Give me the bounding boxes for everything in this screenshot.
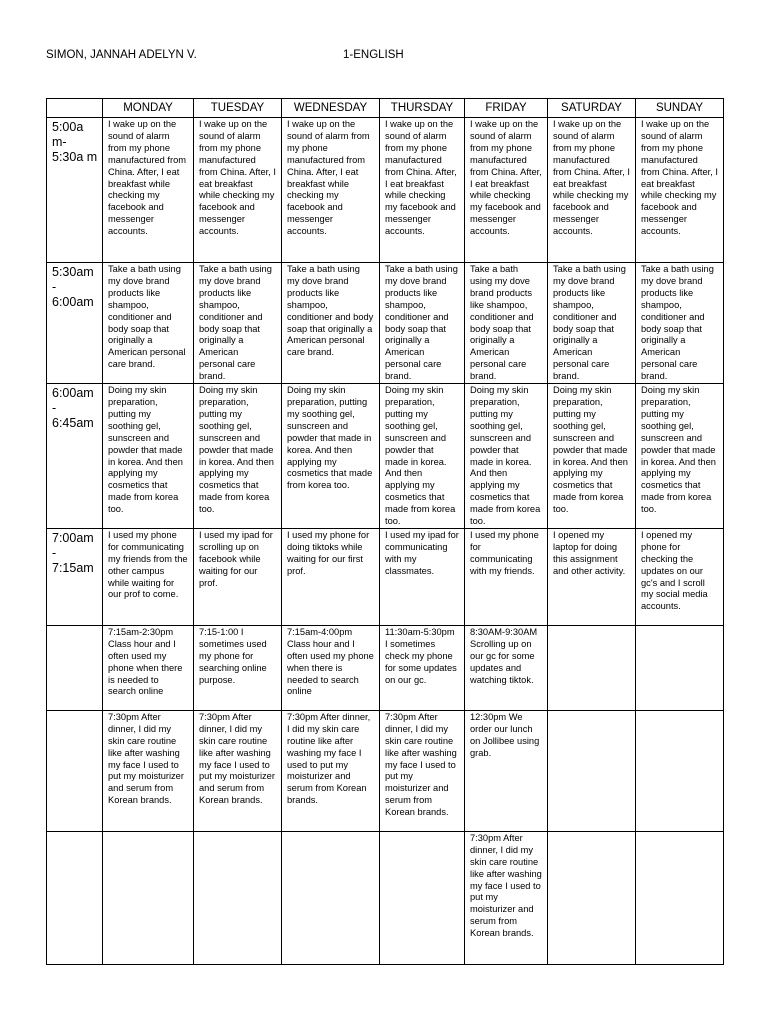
schedule-cell: I used my phone for communicating my friends from the other campus while waiting for our prof to come. [103, 528, 194, 625]
schedule-cell [548, 831, 636, 964]
table-row [47, 263, 724, 384]
schedule-cell: I opened my phone for checking the updates on our gc's and I scroll my social media accounts. [636, 528, 724, 625]
schedule-cell: I opened my laptop for doing this assignment and other activity. [548, 528, 636, 625]
schedule-cell: Take a bath using my dove brand products like shampoo, conditioner and body soap that originally a American personal care brand. [194, 263, 282, 384]
schedule-cell [636, 625, 724, 710]
time-slot: 5:00a m- 5:30a m [47, 118, 103, 263]
table-row [47, 528, 724, 625]
schedule-cell: Doing my skin preparation, putting my soothing gel, sunscreen and powder that made in korea. And then applying my cosmetics that made from korea too. [380, 384, 465, 529]
day-header-saturday: SATURDAY [548, 99, 636, 118]
schedule-cell [282, 831, 380, 964]
schedule-cell: I wake up on the sound of alarm from my phone manufactured from China. After, I eat breakfast while checking my facebook and messenger accounts. [465, 118, 548, 263]
schedule-cell [548, 625, 636, 710]
schedule-cell: Take a bath using my dove brand products like shampoo, conditioner and body soap that originally a American personal care brand. [103, 263, 194, 384]
schedule-cell: Doing my skin preparation, putting my soothing gel, sunscreen and powder that made in korea. And then applying my cosmetics that made from korea too. [465, 384, 548, 529]
schedule-cell: Doing my skin preparation, putting my soothing gel, sunscreen and powder that made in korea. And then applying my cosmetics that made from korea too. [194, 384, 282, 529]
schedule-cell: 7:15-1:00 I sometimes used my phone for searching online purpose. [194, 625, 282, 710]
table-row [47, 384, 724, 529]
schedule-cell: I wake up on the sound of alarm from my phone manufactured from China. After, I eat breakfast while checking my facebook and messenger accounts. [548, 118, 636, 263]
schedule-cell [380, 831, 465, 964]
schedule-cell: I wake up on the sound of alarm from my phone manufactured from China. After, I eat breakfast while checking my facebook and messenger accounts. [636, 118, 724, 263]
time-slot: 7:00am - 7:15am [47, 528, 103, 625]
schedule-cell: Take a bath using my dove brand products like shampoo, conditioner and body soap that originally a American personal care brand. [465, 263, 548, 384]
schedule-cell: Doing my skin preparation, putting my soothing gel, sunscreen and powder that made in korea. And then applying my cosmetics that made from korea too. [282, 384, 380, 529]
time-slot [47, 831, 103, 964]
header-row [47, 99, 724, 118]
schedule-cell: 7:30pm After dinner, I did my skin care routine like after washing my face I used to put my moisturizer and serum from Korean brands. [194, 710, 282, 831]
schedule-cell: Take a bath using my dove brand products like shampoo, conditioner and body soap that originally a American personal care brand. [380, 263, 465, 384]
schedule-cell: I wake up on the sound of alarm from my phone manufactured from China. After, I eat breakfast while checking my facebook and messenger accounts. [282, 118, 380, 263]
schedule-cell: Take a bath using my dove brand products like shampoo, conditioner and body soap that originally a American personal care brand. [548, 263, 636, 384]
schedule-cell: 7:15am-2:30pm Class hour and I often used my phone when there is needed to search online [103, 625, 194, 710]
table-row [47, 710, 724, 831]
day-header-tuesday: TUESDAY [194, 99, 282, 118]
schedule-cell [636, 831, 724, 964]
day-header-wednesday: WEDNESDAY [282, 99, 380, 118]
time-column-header [47, 99, 103, 118]
schedule-cell: Doing my skin preparation, putting my soothing gel, sunscreen and powder that made in korea. And then applying my cosmetics that made from korea too. [103, 384, 194, 529]
schedule-cell: I wake up on the sound of alarm from my phone manufactured from China. After, I eat breakfast while checking my facebook and messenger accounts. [194, 118, 282, 263]
schedule-cell: 7:15am-4:00pm Class hour and I often used my phone when there is needed to search online [282, 625, 380, 710]
schedule-cell: Doing my skin preparation, putting my soothing gel, sunscreen and powder that made in korea. And then applying my cosmetics that made from korea too. [548, 384, 636, 529]
schedule-cell: 12:30pm We order our lunch on Jollibee using grab. [465, 710, 548, 831]
day-header-sunday: SUNDAY [636, 99, 724, 118]
schedule-cell: I used my ipad for communicating with my classmates. [380, 528, 465, 625]
schedule-cell: I used my phone for doing tiktoks while waiting for our first prof. [282, 528, 380, 625]
schedule-cell: I wake up on the sound of alarm from my phone manufactured from China. After, I eat breakfast while checking my facebook and messenger accounts. [380, 118, 465, 263]
schedule-cell: Take a bath using my dove brand products like shampoo, conditioner and body soap that originally a American personal care brand. [636, 263, 724, 384]
schedule-cell: Take a bath using my dove brand products like shampoo, conditioner and body soap that originally a American personal care brand. [282, 263, 380, 384]
schedule-cell: Doing my skin preparation, putting my soothing gel, sunscreen and powder that made in korea. And then applying my cosmetics that made from korea too. [636, 384, 724, 529]
time-slot: 5:30am - 6:00am [47, 263, 103, 384]
schedule-cell: 7:30pm After dinner, I did my skin care routine like after washing my face I used to put my moisturizer and serum from Korean brands. [103, 710, 194, 831]
table-row [47, 118, 724, 263]
day-header-friday: FRIDAY [465, 99, 548, 118]
table-row [47, 625, 724, 710]
schedule-cell: 7:30pm After dinner, I did my skin care routine like after washing my face I used to put my moisturizer and serum from Korean brands. [465, 831, 548, 964]
schedule-cell: I used my ipad for scrolling up on facebook while waiting for our prof. [194, 528, 282, 625]
day-header-thursday: THURSDAY [380, 99, 465, 118]
schedule-cell: I used my phone for communicating with my friends. [465, 528, 548, 625]
schedule-cell [548, 710, 636, 831]
schedule-cell: 11:30am-5:30pm I sometimes check my phone for some updates on our gc. [380, 625, 465, 710]
schedule-cell [636, 710, 724, 831]
table-row [47, 831, 724, 964]
schedule-cell: 8:30AM-9:30AM Scrolling up on our gc for some updates and watching tiktok. [465, 625, 548, 710]
weekly-schedule-table [46, 98, 724, 965]
class-section: 1-ENGLISH [343, 49, 404, 61]
schedule-cell: 7:30pm After dinner, I did my skin care routine like after washing my face I used to put my moisturizer and serum from Korean brands. [282, 710, 380, 831]
time-slot: 6:00am - 6:45am [47, 384, 103, 529]
day-header-monday: MONDAY [103, 99, 194, 118]
schedule-cell: 7:30pm After dinner, I did my skin care routine like after washing my face I used to put my moisturizer and serum from Korean brands. [380, 710, 465, 831]
time-slot [47, 710, 103, 831]
schedule-cell: I wake up on the sound of alarm from my phone manufactured from China. After, I eat breakfast while checking my facebook and messenger accounts. [103, 118, 194, 263]
schedule-cell [103, 831, 194, 964]
student-name: SIMON, JANNAH ADELYN V. [46, 49, 197, 61]
time-slot [47, 625, 103, 710]
schedule-cell [194, 831, 282, 964]
